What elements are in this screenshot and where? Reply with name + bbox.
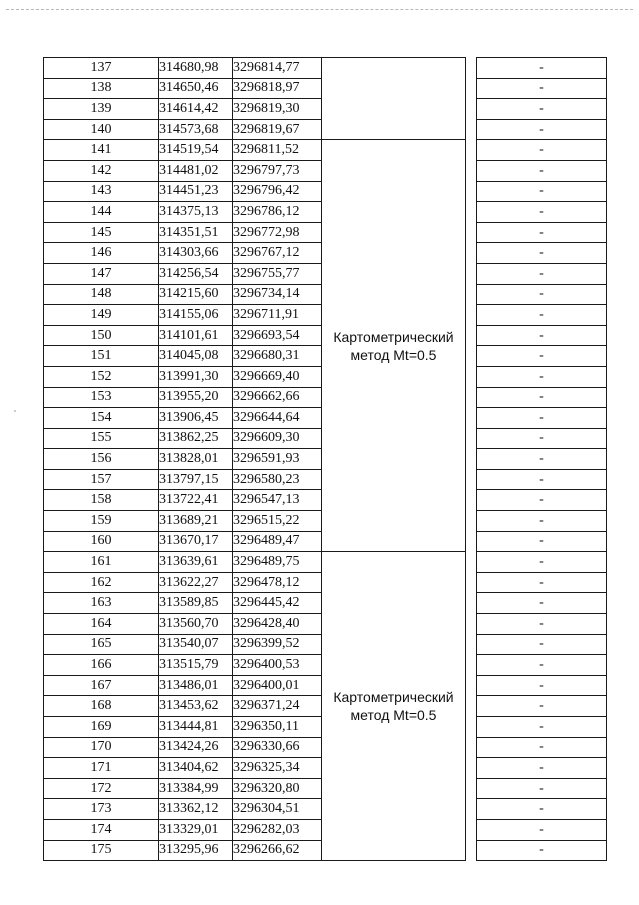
dash-cell: - (477, 655, 607, 676)
dash-cell: - (477, 778, 607, 799)
dash-cell: - (477, 552, 607, 573)
point-number: 138 (44, 78, 159, 99)
point-number: 161 (44, 552, 159, 573)
x-coordinate: 313362,12 (159, 799, 233, 820)
y-coordinate: 3296489,75 (233, 552, 322, 573)
dash-cell: - (477, 284, 607, 305)
dash-cell: - (477, 531, 607, 552)
dash-cell: - (477, 840, 607, 861)
x-coordinate: 313444,81 (159, 717, 233, 738)
point-number: 157 (44, 469, 159, 490)
dash-cell: - (477, 160, 607, 181)
dash-cell: - (477, 696, 607, 717)
dash-cell: - (477, 346, 607, 367)
y-coordinate: 3296786,12 (233, 202, 322, 223)
dash-cell: - (477, 614, 607, 635)
table-row (44, 58, 607, 79)
method-label-line1: Картометрический (333, 689, 454, 706)
x-coordinate: 314451,23 (159, 181, 233, 202)
y-coordinate: 3296325,34 (233, 758, 322, 779)
table-row (44, 552, 607, 573)
point-number: 164 (44, 614, 159, 635)
point-number: 151 (44, 346, 159, 367)
y-coordinate: 3296371,24 (233, 696, 322, 717)
point-number: 147 (44, 263, 159, 284)
method-label-line2: метод Mt=0.5 (350, 707, 437, 724)
x-coordinate: 314101,61 (159, 325, 233, 346)
y-coordinate: 3296282,03 (233, 819, 322, 840)
dash-cell: - (477, 305, 607, 326)
point-number: 137 (44, 58, 159, 79)
x-coordinate: 313722,41 (159, 490, 233, 511)
dash-cell: - (477, 758, 607, 779)
y-coordinate: 3296547,13 (233, 490, 322, 511)
dash-cell: - (477, 737, 607, 758)
y-coordinate: 3296399,52 (233, 634, 322, 655)
point-number: 155 (44, 428, 159, 449)
x-coordinate: 314573,68 (159, 119, 233, 140)
x-coordinate: 313329,01 (159, 819, 233, 840)
x-coordinate: 313453,62 (159, 696, 233, 717)
point-number: 159 (44, 511, 159, 532)
x-coordinate: 314375,13 (159, 202, 233, 223)
x-coordinate: 313955,20 (159, 387, 233, 408)
y-coordinate: 3296515,22 (233, 511, 322, 532)
x-coordinate: 313906,45 (159, 408, 233, 429)
x-coordinate: 313991,30 (159, 366, 233, 387)
method-cell-empty (322, 58, 466, 140)
point-number: 150 (44, 325, 159, 346)
dash-cell: - (477, 593, 607, 614)
x-coordinate: 314303,66 (159, 243, 233, 264)
method-cell (322, 552, 466, 861)
point-number: 152 (44, 366, 159, 387)
y-coordinate: 3296445,42 (233, 593, 322, 614)
point-number: 162 (44, 572, 159, 593)
point-number: 139 (44, 99, 159, 120)
dash-cell: - (477, 572, 607, 593)
point-number: 166 (44, 655, 159, 676)
point-number: 145 (44, 222, 159, 243)
dash-cell: - (477, 387, 607, 408)
y-coordinate: 3296266,62 (233, 840, 322, 861)
y-coordinate: 3296609,30 (233, 428, 322, 449)
point-number: 141 (44, 140, 159, 161)
y-coordinate: 3296767,12 (233, 243, 322, 264)
point-number: 169 (44, 717, 159, 738)
dash-cell: - (477, 408, 607, 429)
dash-cell: - (477, 58, 607, 79)
point-number: 171 (44, 758, 159, 779)
dash-cell: - (477, 634, 607, 655)
point-number: 154 (44, 408, 159, 429)
x-coordinate: 313486,01 (159, 675, 233, 696)
x-coordinate: 313515,79 (159, 655, 233, 676)
dash-cell: - (477, 222, 607, 243)
y-coordinate: 3296814,77 (233, 58, 322, 79)
x-coordinate: 314614,42 (159, 99, 233, 120)
x-coordinate: 314215,60 (159, 284, 233, 305)
y-coordinate: 3296819,30 (233, 99, 322, 120)
y-coordinate: 3296693,54 (233, 325, 322, 346)
y-coordinate: 3296428,40 (233, 614, 322, 635)
point-number: 149 (44, 305, 159, 326)
point-number: 146 (44, 243, 159, 264)
y-coordinate: 3296330,66 (233, 737, 322, 758)
dash-cell: - (477, 428, 607, 449)
x-coordinate: 313670,17 (159, 531, 233, 552)
y-coordinate: 3296304,51 (233, 799, 322, 820)
y-coordinate: 3296400,53 (233, 655, 322, 676)
x-coordinate: 313639,61 (159, 552, 233, 573)
y-coordinate: 3296400,01 (233, 675, 322, 696)
dash-cell: - (477, 119, 607, 140)
x-coordinate: 314155,06 (159, 305, 233, 326)
y-coordinate: 3296819,67 (233, 119, 322, 140)
y-coordinate: 3296811,52 (233, 140, 322, 161)
x-coordinate: 313424,26 (159, 737, 233, 758)
dash-cell: - (477, 511, 607, 532)
column-gap (466, 140, 477, 552)
dash-cell: - (477, 263, 607, 284)
column-gap (466, 58, 477, 140)
point-number: 174 (44, 819, 159, 840)
method-cell (322, 140, 466, 552)
y-coordinate: 3296662,66 (233, 387, 322, 408)
x-coordinate: 314045,08 (159, 346, 233, 367)
dash-cell: - (477, 469, 607, 490)
x-coordinate: 313295,96 (159, 840, 233, 861)
x-coordinate: 313862,25 (159, 428, 233, 449)
x-coordinate: 313622,27 (159, 572, 233, 593)
x-coordinate: 314519,54 (159, 140, 233, 161)
x-coordinate: 313384,99 (159, 778, 233, 799)
top-margin-line (6, 9, 633, 10)
y-coordinate: 3296680,31 (233, 346, 322, 367)
x-coordinate: 313540,07 (159, 634, 233, 655)
dash-cell: - (477, 140, 607, 161)
point-number: 170 (44, 737, 159, 758)
x-coordinate: 313828,01 (159, 449, 233, 470)
x-coordinate: 314481,02 (159, 160, 233, 181)
point-number: 158 (44, 490, 159, 511)
dash-cell: - (477, 799, 607, 820)
point-number: 142 (44, 160, 159, 181)
x-coordinate: 314650,46 (159, 78, 233, 99)
point-number: 148 (44, 284, 159, 305)
y-coordinate: 3296772,98 (233, 222, 322, 243)
point-number: 173 (44, 799, 159, 820)
x-coordinate: 313689,21 (159, 511, 233, 532)
point-number: 167 (44, 675, 159, 696)
x-coordinate: 314256,54 (159, 263, 233, 284)
point-number: 160 (44, 531, 159, 552)
method-label-line1: Картометрический (333, 328, 454, 345)
y-coordinate: 3296755,77 (233, 263, 322, 284)
y-coordinate: 3296734,14 (233, 284, 322, 305)
point-number: 163 (44, 593, 159, 614)
dash-cell: - (477, 449, 607, 470)
dash-cell: - (477, 490, 607, 511)
y-coordinate: 3296478,12 (233, 572, 322, 593)
x-coordinate: 313404,62 (159, 758, 233, 779)
point-number: 168 (44, 696, 159, 717)
dash-cell: - (477, 819, 607, 840)
y-coordinate: 3296669,40 (233, 366, 322, 387)
x-coordinate: 313589,85 (159, 593, 233, 614)
dash-cell: - (477, 717, 607, 738)
x-coordinate: 314680,98 (159, 58, 233, 79)
point-number: 144 (44, 202, 159, 223)
point-number: 165 (44, 634, 159, 655)
y-coordinate: 3296320,80 (233, 778, 322, 799)
table-row (44, 140, 607, 161)
y-coordinate: 3296797,73 (233, 160, 322, 181)
dash-cell: - (477, 202, 607, 223)
dash-cell: - (477, 366, 607, 387)
y-coordinate: 3296580,23 (233, 469, 322, 490)
y-coordinate: 3296350,11 (233, 717, 322, 738)
dash-cell: - (477, 181, 607, 202)
x-coordinate: 313797,15 (159, 469, 233, 490)
coordinates-table (43, 57, 607, 861)
x-coordinate: 313560,70 (159, 614, 233, 635)
point-number: 156 (44, 449, 159, 470)
y-coordinate: 3296818,97 (233, 78, 322, 99)
dash-cell: - (477, 675, 607, 696)
y-coordinate: 3296796,42 (233, 181, 322, 202)
x-coordinate: 314351,51 (159, 222, 233, 243)
point-number: 175 (44, 840, 159, 861)
method-label-line2: метод Mt=0.5 (350, 346, 437, 363)
dash-cell: - (477, 99, 607, 120)
y-coordinate: 3296711,91 (233, 305, 322, 326)
point-number: 143 (44, 181, 159, 202)
y-coordinate: 3296489,47 (233, 531, 322, 552)
scan-artifact (14, 410, 16, 412)
y-coordinate: 3296591,93 (233, 449, 322, 470)
point-number: 153 (44, 387, 159, 408)
point-number: 172 (44, 778, 159, 799)
y-coordinate: 3296644,64 (233, 408, 322, 429)
dash-cell: - (477, 325, 607, 346)
column-gap (466, 552, 477, 861)
dash-cell: - (477, 243, 607, 264)
dash-cell: - (477, 78, 607, 99)
point-number: 140 (44, 119, 159, 140)
